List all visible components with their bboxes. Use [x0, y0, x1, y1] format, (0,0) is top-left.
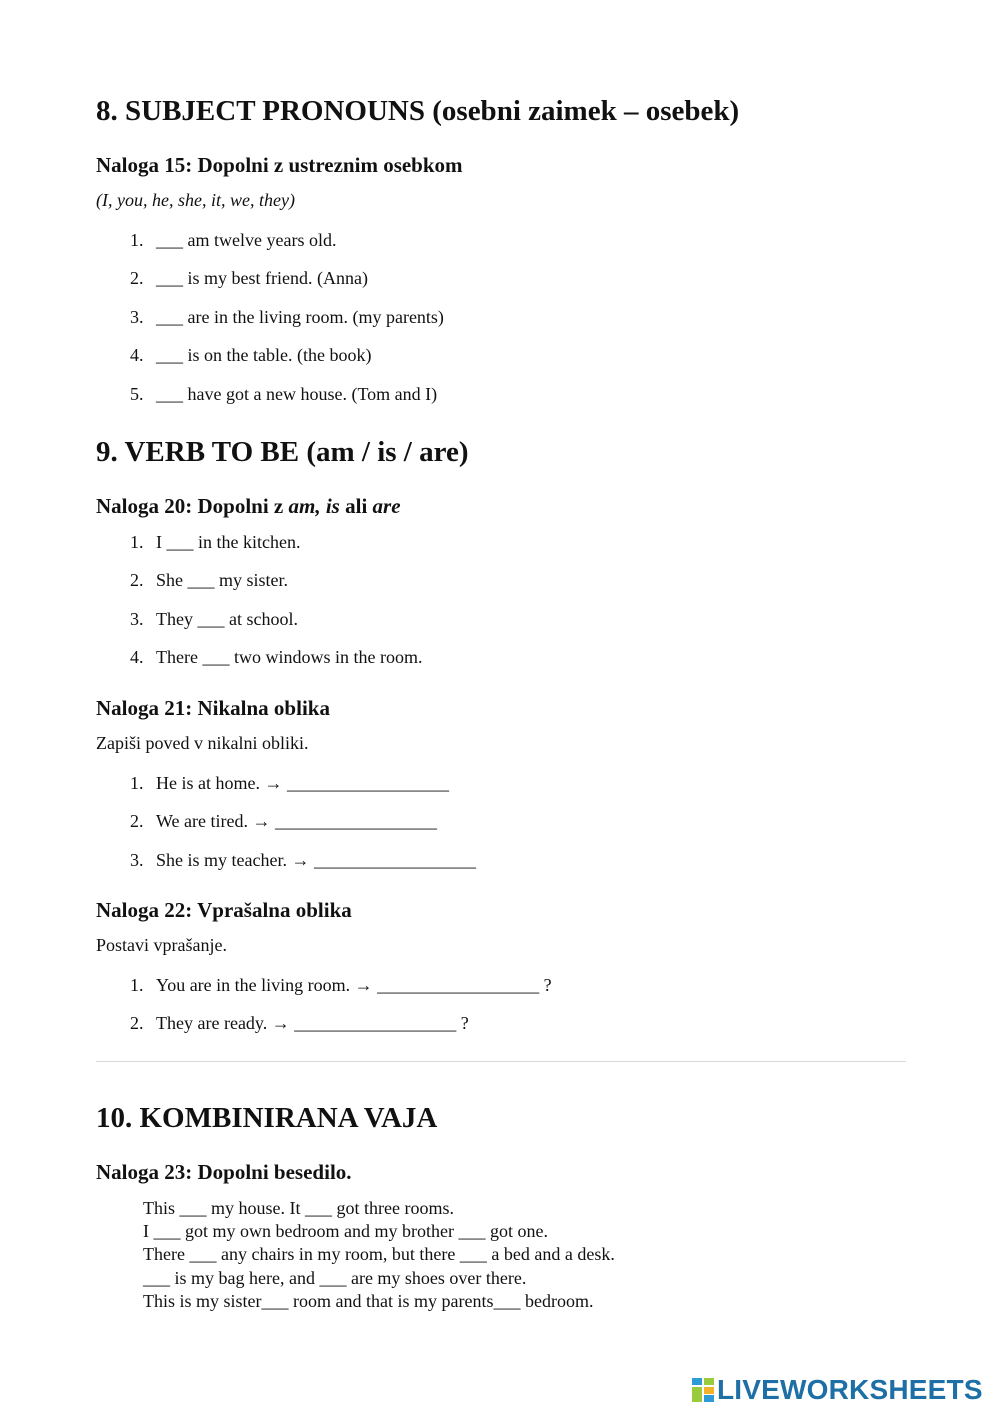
- passage-line: This is my sister___ room and that is my parents___ bedroom.: [143, 1290, 594, 1311]
- task-15-list: [96, 229, 444, 421]
- task-22-instruction: Postavi vprašanje.: [96, 935, 227, 955]
- item-text: ___ am twelve years old.: [156, 230, 337, 250]
- logo-text: LIVEWORKSHEETS: [717, 1374, 983, 1405]
- list-item: 2. She ___ my sister.: [130, 570, 289, 591]
- item-text: There ___ two windows in the room.: [156, 647, 423, 668]
- liveworksheets-logo: [692, 1374, 983, 1406]
- item-text: ___ are in the living room. (my parents): [156, 306, 444, 327]
- task-22-title: Naloga 22: Vprašalna oblika: [96, 898, 352, 922]
- section-9-title: 9. VERB TO BE (am / is / are): [96, 436, 469, 468]
- list-item: 3. They ___ at school.: [130, 608, 298, 629]
- list-item: 3. She is my teacher. → __________________: [130, 849, 476, 870]
- passage-line: I ___ got my own bedroom and my brother ___ got one.: [143, 1221, 548, 1242]
- item-text: He is at home. → __________________: [156, 773, 449, 793]
- item-text: ___ is my best friend. (Anna): [156, 268, 368, 289]
- list-item: 1. He is at home. → __________________: [130, 773, 449, 793]
- task-23-title: Naloga 23: Dopolni besedilo.: [96, 1160, 352, 1184]
- item-text: She ___ my sister.: [156, 570, 289, 591]
- item-text: They are ready. → __________________ ?: [156, 1013, 469, 1034]
- task-15-hint: (I, you, he, she, it, we, they): [96, 190, 295, 210]
- list-item: 2. ___ is my best friend. (Anna): [130, 268, 368, 289]
- task-20-title: Naloga 20: Dopolni z am, is ali are: [96, 494, 401, 518]
- section-8-title: 8. SUBJECT PRONOUNS (osebni zaimek – osebek): [96, 95, 740, 127]
- list-item: 2. We are tired. → __________________: [130, 811, 437, 832]
- passage-line: There ___ any chairs in my room, but there ___ a bed and a desk.: [143, 1244, 615, 1265]
- item-text: We are tired. → __________________: [156, 811, 437, 832]
- list-item: 1. ___ am twelve years old.: [130, 230, 337, 250]
- task-15-title: Naloga 15: Dopolni z ustreznim osebkom: [96, 153, 463, 177]
- task-21-title: Naloga 21: Nikalna oblika: [96, 696, 330, 720]
- logo-mark-icon: [692, 1378, 714, 1402]
- task-21-list: [96, 772, 476, 887]
- item-text: ___ have got a new house. (Tom and I): [156, 383, 438, 404]
- passage-line: ___ is my bag here, and ___ are my shoes over there.: [143, 1267, 527, 1288]
- task-22-list: [96, 974, 552, 1051]
- list-item: 3. ___ are in the living room. (my parents): [130, 306, 444, 327]
- item-text: I ___ in the kitchen.: [156, 532, 301, 552]
- item-text: You are in the living room. → __________________ ?: [156, 975, 552, 995]
- list-item: 2. They are ready. → __________________ ?: [130, 1013, 469, 1034]
- task-21-instruction: Zapiši poved v nikalni obliki.: [96, 733, 309, 753]
- list-item: 4. ___ is on the table. (the book): [130, 345, 372, 366]
- section-10-title: 10. KOMBINIRANA VAJA: [96, 1102, 438, 1134]
- item-text: ___ is on the table. (the book): [156, 345, 372, 366]
- list-item: 1. I ___ in the kitchen.: [130, 532, 301, 552]
- list-item: 4. There ___ two windows in the room.: [130, 647, 423, 668]
- list-item: 5. ___ have got a new house. (Tom and I): [130, 383, 438, 404]
- section-divider: [96, 1061, 906, 1062]
- list-item: 1. You are in the living room. → __________________ ?: [130, 975, 552, 995]
- fill-in-passage: [143, 1197, 615, 1313]
- item-text: They ___ at school.: [156, 608, 298, 629]
- item-text: She is my teacher. → __________________: [156, 849, 476, 870]
- task-20-list: [96, 531, 422, 685]
- passage-line: This ___ my house. It ___ got three rooms.: [143, 1198, 454, 1218]
